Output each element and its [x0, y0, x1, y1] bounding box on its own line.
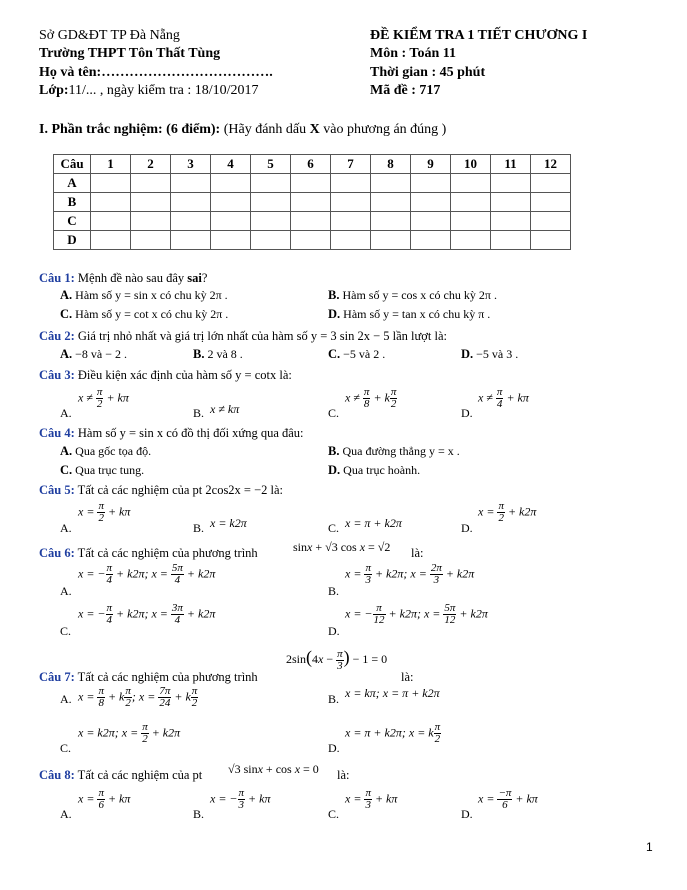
q6-option-c-formula: x = − $\frac{\pi}{4}$ + k2π; x = $\frac{3\pi}{4}$ + k2π — [78, 602, 216, 626]
row-label: B — [54, 193, 91, 212]
subject: Môn : Toán 11 — [370, 46, 456, 61]
q3-option-b-label[interactable]: B. — [193, 406, 205, 420]
answer-cell[interactable] — [251, 212, 291, 231]
answer-cell[interactable] — [291, 174, 331, 193]
answer-cell[interactable] — [131, 193, 171, 212]
col-header: 7 — [331, 155, 371, 174]
table-row — [54, 231, 571, 250]
q3-option-c-label[interactable]: C. — [328, 406, 340, 420]
answer-cell[interactable] — [411, 193, 451, 212]
q3-option-d-formula: x ≠ $\frac{\pi}{4}$ + kπ — [478, 386, 529, 410]
col-header: 11 — [491, 155, 531, 174]
q7-option-b-formula: x = kπ; x = π + k2π — [345, 686, 440, 700]
exam-title: ĐỀ KIỂM TRA 1 TIẾT CHƯƠNG I — [370, 28, 588, 43]
q5-option-d-formula: x = $\frac{\pi}{2}$ + k2π — [478, 500, 537, 524]
row-label: D — [54, 231, 91, 250]
answer-cell[interactable] — [171, 212, 211, 231]
answer-cell[interactable] — [491, 193, 531, 212]
q8-option-b-formula: x = − $\frac{\pi}{3}$ + kπ — [210, 787, 271, 811]
answer-cell[interactable] — [531, 231, 571, 250]
q3-option-b-formula: x ≠ kπ — [210, 402, 240, 416]
answer-cell[interactable] — [331, 174, 371, 193]
question-1: Câu 1: Mệnh đề nào sau đây sai? — [39, 271, 208, 285]
answer-cell[interactable] — [531, 193, 571, 212]
table-row — [54, 212, 571, 231]
q7-end: là: — [401, 670, 414, 684]
col-header: 10 — [451, 155, 491, 174]
dept-name: Sở GD&ĐT TP Đà Nẵng — [39, 28, 180, 43]
answer-cell[interactable] — [211, 174, 251, 193]
answer-cell[interactable] — [171, 231, 211, 250]
q8-option-a-label[interactable]: A. — [60, 807, 72, 821]
q8-option-d-label[interactable]: D. — [461, 807, 473, 821]
answer-cell[interactable] — [451, 193, 491, 212]
answer-cell[interactable] — [451, 231, 491, 250]
q7-option-b-label[interactable]: B. — [328, 692, 340, 706]
q6-option-a-label[interactable]: A. — [60, 584, 72, 598]
exam-time: Thời gian : 45 phút — [370, 65, 486, 80]
answer-cell[interactable] — [331, 231, 371, 250]
q3-option-c-formula: x ≠ $\frac{\pi}{8}$ + k $\frac{\pi}{2}$ — [345, 386, 397, 410]
table-header-row — [54, 155, 571, 174]
answer-cell[interactable] — [291, 212, 331, 231]
q8-option-b-label[interactable]: B. — [193, 807, 205, 821]
answer-cell[interactable] — [211, 212, 251, 231]
q2-option-c[interactable]: C. −5 và 2 . — [328, 347, 386, 361]
col-header: 2 — [131, 155, 171, 174]
q3-option-a-label[interactable]: A. — [60, 406, 72, 420]
q1-option-a[interactable]: A. Hàm số y = sin x có chu kỳ 2π . — [60, 288, 228, 302]
answer-cell[interactable] — [411, 231, 451, 250]
answer-cell[interactable] — [91, 212, 131, 231]
answer-cell[interactable] — [371, 231, 411, 250]
student-name-field: Họ và tên:………………………………. — [39, 65, 273, 80]
col-header: 5 — [251, 155, 291, 174]
q1-option-d[interactable]: D. Hàm số y = tan x có chu kỳ π . — [328, 307, 491, 321]
q8-option-c-label[interactable]: C. — [328, 807, 340, 821]
col-header: 1 — [91, 155, 131, 174]
school-name: Trường THPT Tôn Thất Tùng — [39, 46, 221, 61]
answer-cell[interactable] — [371, 193, 411, 212]
table-row — [54, 193, 571, 212]
answer-cell[interactable] — [251, 231, 291, 250]
question-5: Câu 5: Tất cả các nghiệm của pt 2cos2x = −2 là: — [39, 483, 284, 497]
q7-option-c-formula: x = k2π; x = $\frac{\pi}{2}$ + k2π — [78, 721, 181, 745]
q2-option-d[interactable]: D. −5 và 3 . — [461, 347, 519, 361]
question-4: Câu 4: Hàm số y = sin x có đồ thị đối xứng qua đâu: — [39, 426, 304, 440]
table-row — [54, 174, 571, 193]
q7-option-c-label[interactable]: C. — [60, 741, 72, 755]
q8-option-a-formula: x = $\frac{\pi}{6}$ + kπ — [78, 787, 131, 811]
q1-option-b[interactable]: B. Hàm số y = cos x có chu kỳ 2π . — [328, 288, 497, 302]
answer-cell[interactable] — [491, 231, 531, 250]
answer-cell[interactable] — [491, 174, 531, 193]
col-header: 12 — [531, 155, 571, 174]
q7-equation: 2sin(4x − $\frac{\pi}{3}$ ) − 1 = 0 — [286, 647, 388, 672]
class-line — [39, 83, 259, 99]
q8-option-d-formula: x = $\frac{-\pi}{6}$ + kπ — [478, 787, 538, 811]
q7-option-d-formula: x = π + k2π; x = k $\frac{\pi}{2}$ — [345, 721, 441, 745]
answer-cell[interactable] — [251, 174, 291, 193]
q6-option-a-formula: x = − $\frac{\pi}{4}$ + k2π; x = $\frac{5\pi}{4}$ + k2π — [78, 562, 216, 586]
answer-cell[interactable] — [411, 174, 451, 193]
q5-option-a-label[interactable]: A. — [60, 521, 72, 535]
answer-cell[interactable] — [211, 193, 251, 212]
answer-cell[interactable] — [531, 174, 571, 193]
answer-cell[interactable] — [251, 193, 291, 212]
question-7: Câu 7: Tất cả các nghiệm của phương trình — [39, 670, 258, 684]
answer-cell[interactable] — [331, 212, 371, 231]
q6-end: là: — [411, 546, 424, 560]
answer-cell[interactable] — [91, 174, 131, 193]
answer-cell[interactable] — [131, 231, 171, 250]
exam-code: Mã đề : 717 — [370, 83, 441, 98]
question-2: Câu 2: Giá trị nhỏ nhất và giá trị lớn nhất của hàm số y = 3 sin 2x − 5 lần lượt là: — [39, 329, 448, 343]
q4-option-c[interactable]: C. Qua trục tung. — [60, 463, 145, 477]
q7-option-a-formula: x = $\frac{\pi}{8}$ + k $\frac{\pi}{2}$ ; x = $\frac{7\pi}{24}$ + k $\frac{\pi}{2}$ — [78, 685, 198, 709]
q2-option-b[interactable]: B. 2 và 8 . — [193, 347, 243, 361]
answer-cell[interactable] — [371, 174, 411, 193]
answer-cell[interactable] — [291, 231, 331, 250]
q5-option-b-formula: x = k2π — [210, 516, 247, 530]
class-label: Lớp: — [39, 83, 69, 98]
q8-equation: √3 sinx + cos x = 0 — [228, 762, 319, 776]
q8-option-c-formula: x = $\frac{\pi}{3}$ + kπ — [345, 787, 398, 811]
question-6: Câu 6: Tất cả các nghiệm của phương trình — [39, 546, 258, 560]
q4-option-d[interactable]: D. Qua trục hoành. — [328, 463, 421, 477]
answer-cell[interactable] — [371, 212, 411, 231]
answer-cell[interactable] — [131, 212, 171, 231]
col-header: 3 — [171, 155, 211, 174]
q4-option-a[interactable]: A. Qua gốc tọa độ. — [60, 444, 152, 458]
answer-cell[interactable] — [291, 193, 331, 212]
q5-option-c-formula: x = π + k2π — [345, 516, 402, 530]
q2-option-a[interactable]: A. −8 và − 2 . — [60, 347, 128, 361]
page-number: 1 — [646, 840, 653, 854]
answer-cell[interactable] — [531, 212, 571, 231]
q6-option-c-label[interactable]: C. — [60, 624, 72, 638]
col-header: 4 — [211, 155, 251, 174]
q6-option-b-label[interactable]: B. — [328, 584, 340, 598]
q6-option-d-formula: x = − $\frac{\pi}{12}$ + k2π; x = $\frac{5\pi}{12}$ + k2π — [345, 602, 488, 626]
row-label: A — [54, 174, 91, 193]
answer-cell[interactable] — [211, 231, 251, 250]
col-header: 6 — [291, 155, 331, 174]
q5-option-b-label[interactable]: B. — [193, 521, 205, 535]
answer-cell[interactable] — [131, 174, 171, 193]
answer-cell[interactable] — [411, 212, 451, 231]
q7-option-d-label[interactable]: D. — [328, 741, 340, 755]
q6-option-b-formula: x = $\frac{\pi}{3}$ + k2π; x = $\frac{2\pi}{3}$ + k2π — [345, 562, 475, 586]
q3-option-d-label[interactable]: D. — [461, 406, 473, 420]
answer-table — [53, 154, 571, 250]
answer-cell[interactable] — [451, 174, 491, 193]
answer-cell[interactable] — [91, 193, 131, 212]
answer-cell[interactable] — [171, 174, 211, 193]
q7-option-a-label[interactable]: A. — [60, 692, 72, 706]
q5-option-a-formula: x = $\frac{\pi}{2}$ + kπ — [78, 500, 131, 524]
row-label: C — [54, 212, 91, 231]
table-corner: Câu — [54, 155, 91, 174]
answer-cell[interactable] — [91, 231, 131, 250]
q3-option-a-formula: x ≠ $\frac{\pi}{2}$ + kπ — [78, 386, 129, 410]
q5-option-c-label[interactable]: C. — [328, 521, 340, 535]
question-8: Câu 8: Tất cả các nghiệm của pt — [39, 768, 203, 782]
col-header: 9 — [411, 155, 451, 174]
col-header: 8 — [371, 155, 411, 174]
answer-cell[interactable] — [171, 193, 211, 212]
q5-option-d-label[interactable]: D. — [461, 521, 473, 535]
q4-option-b[interactable]: B. Qua đường thẳng y = x . — [328, 444, 460, 458]
q8-end: là: — [337, 768, 350, 782]
question-3: Câu 3: Điều kiện xác định của hàm số y = cotx là: — [39, 368, 292, 382]
section-title: I. Phần trắc nghiệm: (6 điểm): (Hãy đánh dấu X vào phương án đúng ) — [39, 122, 447, 137]
class-value: 11/... , ngày kiểm tra : 18/10/2017 — [68, 83, 259, 98]
answer-cell[interactable] — [491, 212, 531, 231]
q1-option-c[interactable]: C. Hàm số y = cot x có chu kỳ 2π . — [60, 307, 229, 321]
q6-equation: sinx + √3 cos x = √2 — [293, 540, 391, 554]
answer-cell[interactable] — [331, 193, 371, 212]
answer-cell[interactable] — [451, 212, 491, 231]
q6-option-d-label[interactable]: D. — [328, 624, 340, 638]
